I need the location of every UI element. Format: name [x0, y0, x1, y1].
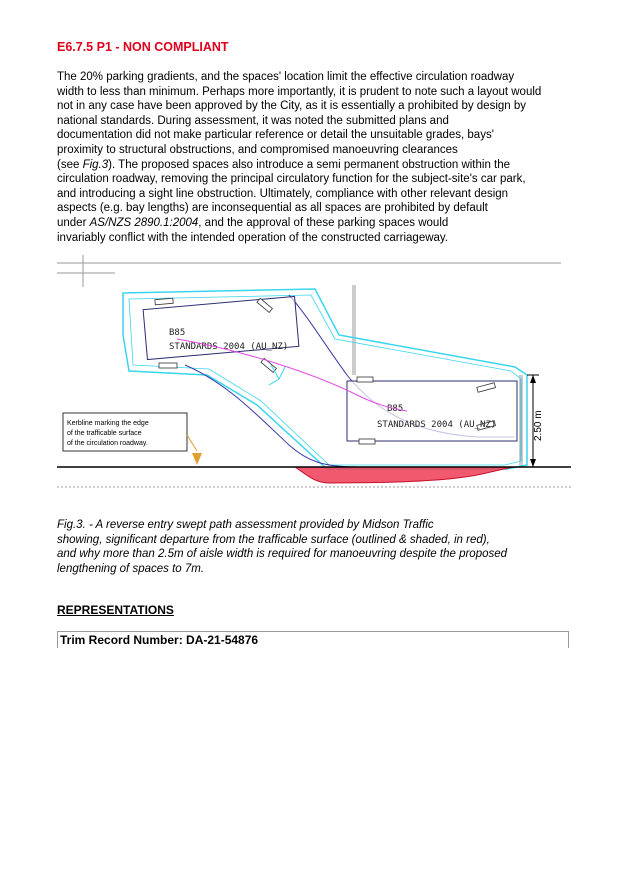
trim-record-box [57, 631, 569, 648]
paragraph-line [57, 216, 577, 231]
caption-line: showing, significant departure from the trafficable surface (outlined & shaded, in red), [57, 533, 490, 546]
vehicle-lower [347, 377, 517, 444]
paragraph-text: , and the approval of these parking spaces would [198, 216, 449, 229]
width-dimension [527, 375, 544, 467]
paragraph-line: proximity to structural obstructions, and compromised manoeuvring clearances [57, 143, 458, 156]
vehicle-upper [143, 296, 299, 372]
paragraph-text: under [57, 216, 90, 229]
dimension-label: 2.50 m [533, 410, 544, 441]
vehicle-upper-label: B85 [169, 328, 186, 338]
paragraph-line: circulation roadway, removing the principal circulatory function for the subject-site's car park, [57, 173, 526, 186]
paragraph-line: not in any case have been approved by the City, as it is essentially a prohibited by design by [57, 100, 527, 113]
section-heading: E6.7.5 P1 - NON COMPLIANT [57, 40, 229, 54]
paragraph-line: width to less than minimum. Perhaps more importantly, it is prudent to note such a layout would [57, 85, 542, 98]
swept-path-diagram [57, 255, 571, 505]
paragraph-text: (see [57, 158, 83, 171]
callout-line: of the trafficable surface [67, 430, 142, 437]
figure-caption [57, 518, 577, 576]
vehicle-lower-label: B85 [387, 404, 404, 414]
paragraph-text: ). The proposed spaces also introduce a semi permanent obstruction within the [108, 158, 511, 171]
caption-line: and why more than 2.5m of aisle width is required for manoeuvring despite the proposed [57, 548, 508, 561]
swept-path-inner [185, 365, 357, 467]
caption-line: Fig.3. - A reverse entry swept path assessment provided by Midson Traffic [57, 519, 434, 531]
callout-line: Kerbline marking the edge [67, 420, 149, 427]
representations-heading: REPRESENTATIONS [57, 603, 174, 617]
paragraph-line: The 20% parking gradients, and the spaces' location limit the effective circulation roadway [57, 71, 515, 83]
paragraph-line: documentation did not make particular reference or detail the unsuitable grades, bays' [57, 129, 494, 142]
kerbline-callout [63, 413, 202, 465]
body-paragraph [57, 70, 577, 245]
vehicle-lower-standard: STANDARDS 2004 (AU_NZ) [377, 420, 497, 430]
standard-reference: AS/NZS 2890.1:2004 [89, 216, 199, 229]
caption-line: lengthening of spaces to 7m. [57, 562, 205, 575]
paragraph-line: and introducing a sight line obstruction. Ultimately, compliance with other relevant design [57, 187, 509, 200]
figure-reference: Fig.3 [82, 158, 109, 171]
paragraph-line [57, 158, 577, 173]
callout-line: of the circulation roadway. [67, 440, 148, 447]
paragraph-line: invariably conflict with the intended operation of the constructed carriageway. [57, 231, 449, 244]
paragraph-line: national standards. During assessment, it was noted the submitted plans and [57, 114, 449, 127]
surface-departure-zone [295, 467, 517, 483]
trim-record-number: Trim Record Number: DA-21-54876 [60, 633, 259, 647]
paragraph-line: aspects (e.g. bay lengths) are inconsequential as all spaces are prohibited by default [57, 202, 488, 215]
vehicle-upper-standard: STANDARDS 2004 (AU_NZ) [169, 342, 289, 352]
